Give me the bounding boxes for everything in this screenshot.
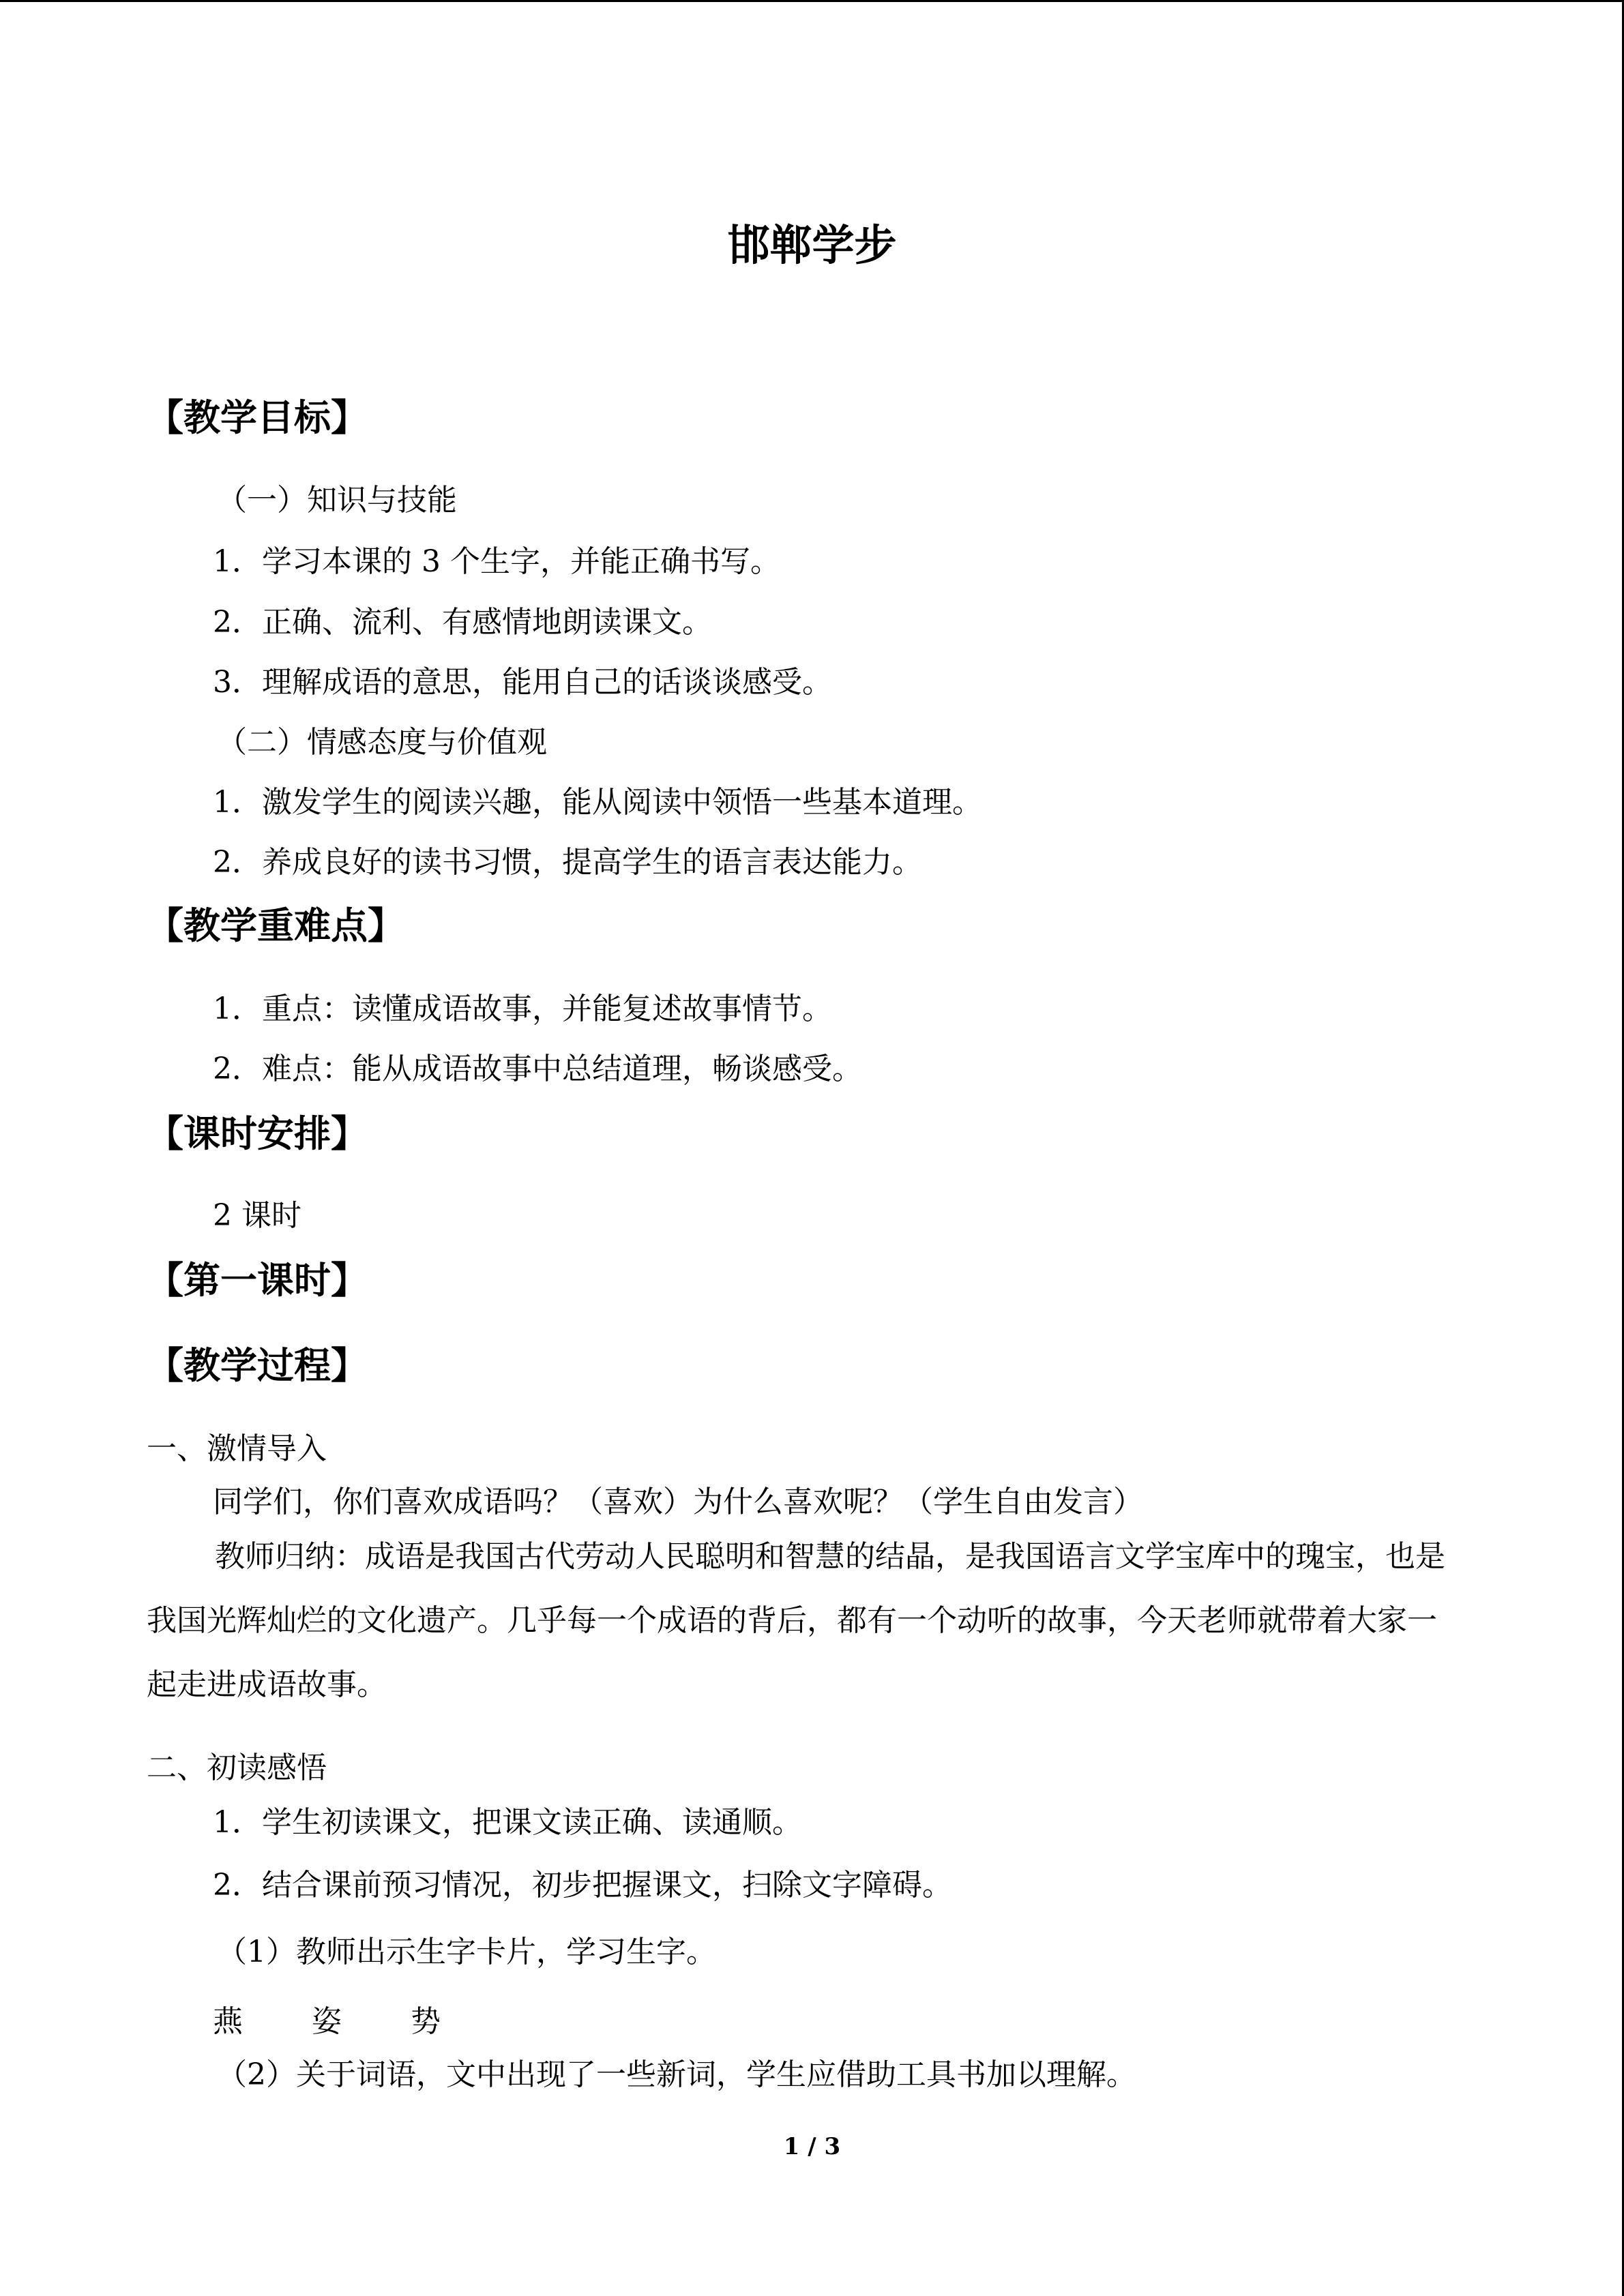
objectives-part2-item-2: 2．养成良好的读书习惯，提高学生的语言表达能力。 — [213, 845, 922, 880]
objectives-part1-item-1: 1．学习本课的 3 个生字，并能正确书写。 — [213, 544, 780, 579]
section1-title: 一、激情导入 — [147, 1431, 327, 1466]
top-border-line — [0, 0, 1624, 2]
key-points-item-1: 1．重点：读懂成语故事，并能复述故事情节。 — [213, 992, 832, 1026]
objectives-part1-item-2: 2．正确、流利、有感情地朗读课文。 — [213, 605, 712, 640]
objectives-part1-title: （一）知识与技能 — [217, 483, 457, 518]
key-points-heading: 【教学重难点】 — [147, 904, 404, 947]
character-3: 势 — [411, 2004, 441, 2039]
objectives-part1-item-3: 3．理解成语的意思，能用自己的话谈谈感受。 — [213, 665, 832, 700]
character-list — [213, 1997, 510, 2040]
character-2: 姿 — [312, 2004, 342, 2039]
schedule-text: 2 课时 — [213, 1198, 301, 1233]
section1-line1: 同学们，你们喜欢成语吗？（喜欢）为什么喜欢呢？（学生自由发言） — [213, 1485, 1143, 1519]
section1-paragraph: 教师归纳：成语是我国古代劳动人民聪明和智慧的结晶，是我国语言文学宝库中的瑰宝，也是我国光辉灿烂的文化遗产。几乎每一个成语的背后，都有一个动听的故事，今天老师就带着大家一起走进成语故事。 — [147, 1539, 1445, 1702]
objectives-part2-title: （二）情感态度与价值观 — [217, 725, 547, 760]
section2-step2: （2）关于词语，文中出现了一些新词，学生应借助工具书加以理解。 — [217, 2057, 1136, 2092]
lesson1-heading: 【第一课时】 — [147, 1259, 368, 1302]
schedule-heading: 【课时安排】 — [147, 1112, 368, 1155]
page-title: 邯郸学步 — [727, 220, 897, 270]
section2-step1: （1）教师出示生字卡片，学习生字。 — [217, 1935, 716, 1969]
section2-item-1: 1．学生初读课文，把课文读正确、读通顺。 — [213, 1805, 802, 1840]
section2-item-2: 2．结合课前预习情况，初步把握课文，扫除文字障碍。 — [213, 1868, 952, 1903]
character-1: 燕 — [213, 2004, 243, 2039]
page-number: 1 / 3 — [783, 2133, 841, 2160]
objectives-part2-item-1: 1．激发学生的阅读兴趣，能从阅读中领悟一些基本道理。 — [213, 785, 982, 820]
process-heading: 【教学过程】 — [147, 1344, 368, 1387]
objectives-heading: 【教学目标】 — [147, 396, 368, 439]
key-points-item-2: 2．难点：能从成语故事中总结道理，畅谈感受。 — [213, 1052, 862, 1086]
section2-title: 二、初读感悟 — [147, 1750, 327, 1785]
